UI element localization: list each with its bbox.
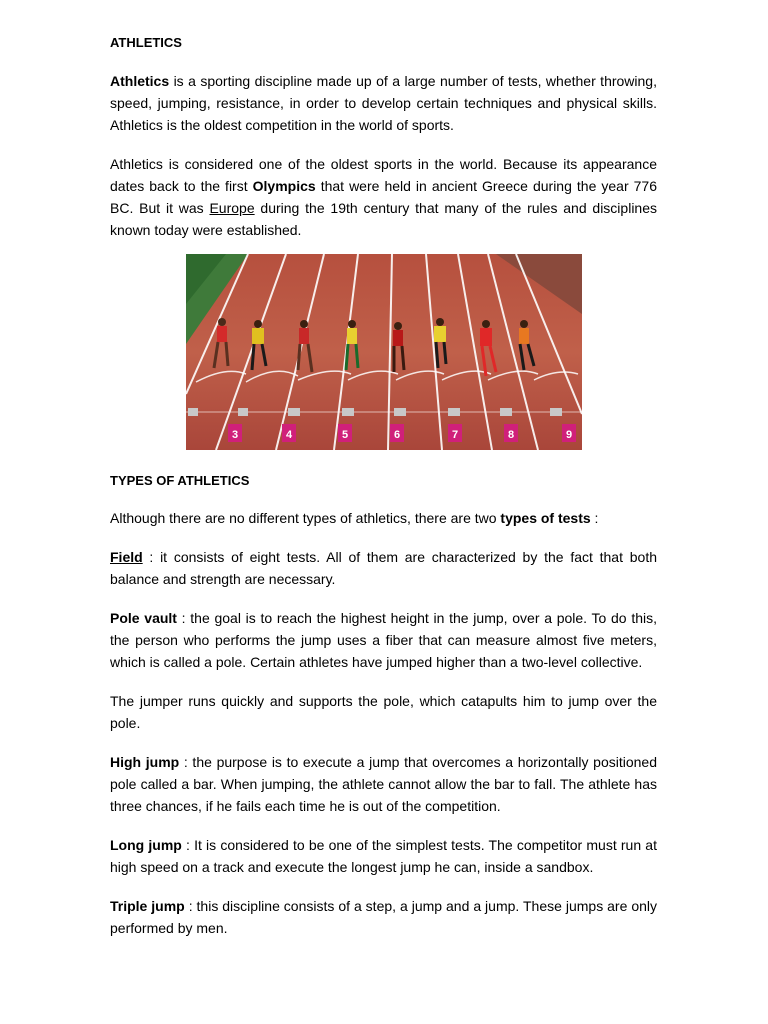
lane-number: 7 xyxy=(451,429,459,441)
europe-link[interactable]: Europe xyxy=(209,200,255,216)
triple-jump-text: : this discipline consists of a step, a jump and a jump. These jumps are only performed by men. xyxy=(110,898,658,936)
long-jump-term: Long jump xyxy=(110,837,182,853)
field-term[interactable]: Field xyxy=(110,549,143,565)
field-text: : it consists of eight tests. All of them are characterized by the fact that both balance and strength are necessary. xyxy=(110,549,657,587)
triple-jump-term: Triple jump xyxy=(110,898,185,914)
pole-vault-term: Pole vault xyxy=(110,610,177,626)
history-text-1: Athletics is considered one of the oldest sports in the world. Because its appearance dates back to the first xyxy=(110,156,657,194)
intro-text: is a sporting discipline made up of a large number of tests, whether throwing, speed, jumping, resistance, in order to develop certain techniques and physical skills. Athletics is the oldest competition in the world of sports. xyxy=(110,73,657,133)
lane-number: 4 xyxy=(285,429,293,441)
types-intro-tail: : xyxy=(590,510,599,526)
high-jump-term: High jump xyxy=(110,754,180,770)
history-text-3: during the 19th century that many of the rules and disciplines known today were established. xyxy=(110,200,657,238)
lane-number: 9 xyxy=(565,429,573,441)
intro-term: Athletics xyxy=(110,73,170,89)
types-intro-paragraph xyxy=(110,507,657,529)
page-title: ATHLETICS xyxy=(110,35,182,50)
high-jump-paragraph xyxy=(110,751,657,817)
olympics-term: Olympics xyxy=(252,178,316,194)
field-paragraph xyxy=(110,546,657,590)
types-of-tests-term: types of tests xyxy=(500,510,591,526)
pole-vault-text: : the goal is to reach the highest height in the jump, over a pole. To do this, the person who performs the jump uses a fiber that can measure almost five meters, which is called a pole. Certain athletes have jumped higher than a two-level collective. xyxy=(110,610,657,670)
section-heading-types: TYPES OF ATHLETICS xyxy=(110,473,250,488)
lane-number: 8 xyxy=(507,429,515,441)
high-jump-text: : the purpose is to execute a jump that overcomes a horizontally positioned pole called a bar. When jumping, the athlete cannot allow the bar to fall. The athlete has three chances, if he fails each time he is out of the competition. xyxy=(110,754,657,814)
types-intro-text: Although there are no different types of athletics, there are two xyxy=(110,510,501,526)
pole-vault-paragraph xyxy=(110,607,657,673)
long-jump-paragraph xyxy=(110,834,657,878)
history-text-2: that were held in ancient Greece during the year 776 BC. But it was xyxy=(110,178,658,216)
triple-jump-paragraph xyxy=(110,895,657,939)
jumper-paragraph: The jumper runs quickly and supports the pole, which catapults him to jump over the pole. xyxy=(110,693,657,731)
intro-paragraph xyxy=(110,70,657,136)
sprinters-photo xyxy=(186,254,582,450)
race-start-illustration xyxy=(186,254,582,450)
lane-number: 3 xyxy=(231,429,239,441)
lane-number: 6 xyxy=(393,429,401,441)
long-jump-text: : It is considered to be one of the simplest tests. The competitor must run at high speed on a track and execute the longest jump he can, inside a sandbox. xyxy=(110,837,657,875)
lane-number: 5 xyxy=(341,429,349,441)
history-paragraph xyxy=(110,153,657,241)
